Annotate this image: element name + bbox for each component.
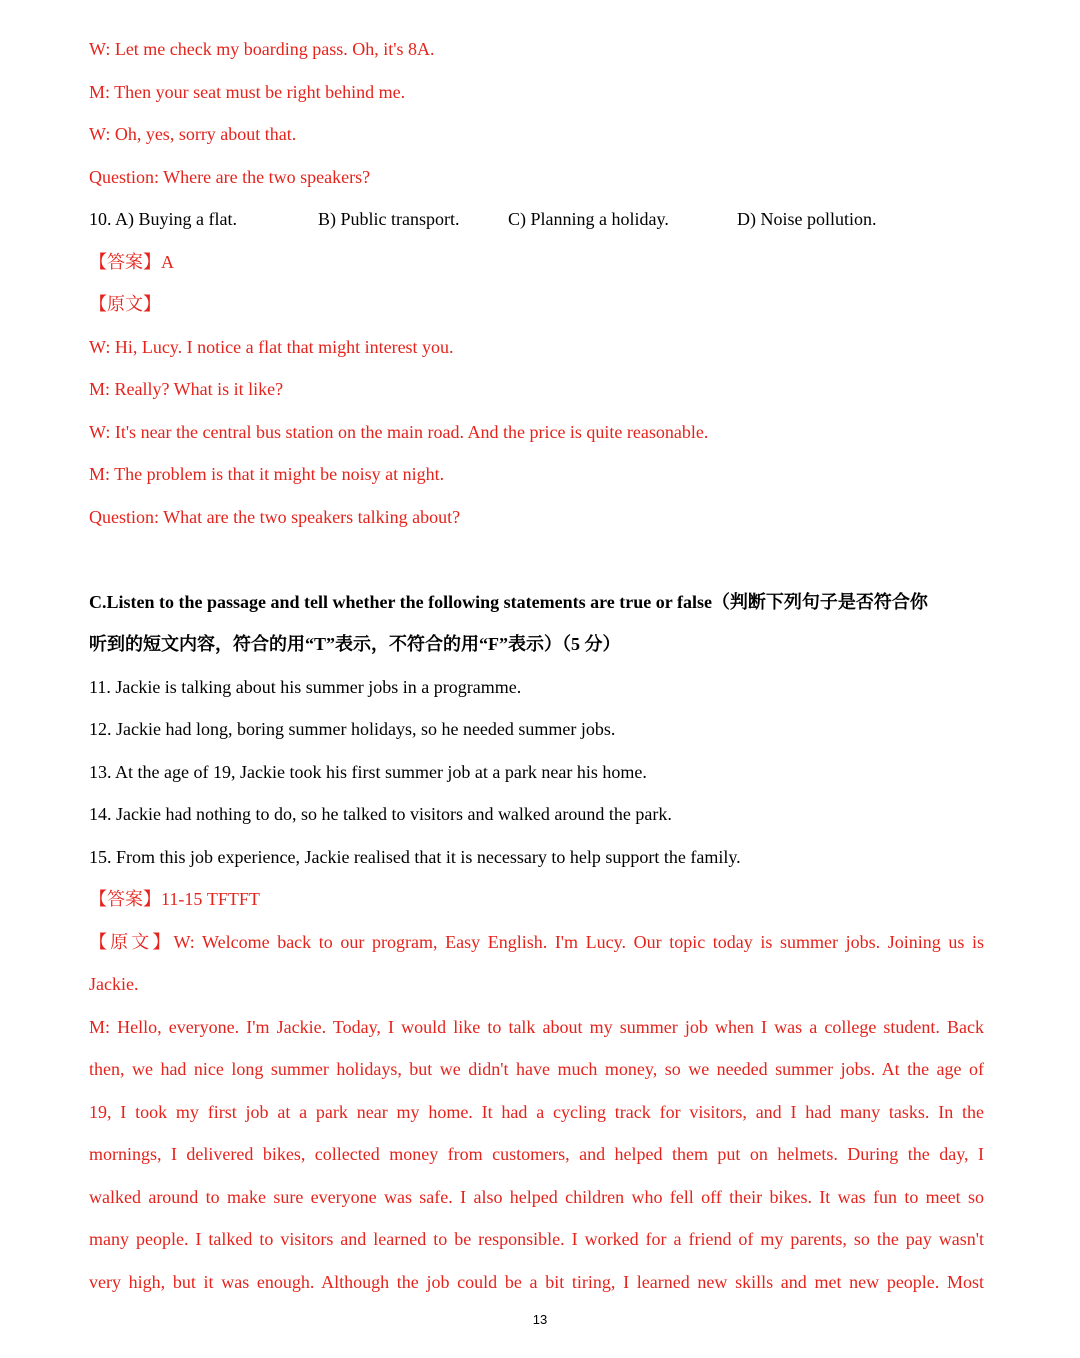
transcript-line: M: Hello, everyone. I'm Jackie. Today, I would like to talk about my summer job when I was a college student. Back <box>89 1016 984 1037</box>
dialogue-line: M: The problem is that it might be noisy at night. <box>89 464 445 484</box>
statement-11: 11. Jackie is talking about his summer jobs in a programme. <box>89 676 522 697</box>
question-line: Question: What are the two speakers talking about? <box>89 506 461 527</box>
transcript-line: then, we had nice long summer holidays, but we didn't have much money, so we needed summer jobs. At the age of <box>89 1059 984 1079</box>
transcript-line: 19, I took my first job at a park near my home. It had a cycling track for visitors, and I had many tasks. In the <box>89 1101 984 1122</box>
transcript-line: 【原文】W: Welcome back to our program, Easy English. I'm Lucy. Our topic today is summer jobs. Joining us is <box>89 931 984 952</box>
option-d: D) Noise pollution. <box>737 209 877 229</box>
answer-line: 【答案】11-15 TFTFT <box>89 889 260 909</box>
dialogue-line: W: It's near the central bus station on the main road. And the price is quite reasonable. <box>89 421 709 442</box>
question-line: Question: Where are the two speakers? <box>89 166 371 187</box>
option-b: B) Public transport. <box>318 209 460 229</box>
answer-line: 【答案】A <box>89 251 174 272</box>
transcript-line: mornings, I delivered bikes, collected money from customers, and helped them put on helmets. During the day, I <box>89 1144 984 1164</box>
dialogue-line: W: Oh, yes, sorry about that. <box>89 124 297 144</box>
statement-15: 15. From this job experience, Jackie realised that it is necessary to help support the family. <box>89 846 741 867</box>
statement-13: 13. At the age of 19, Jackie took his first summer job at a park near his home. <box>89 761 647 782</box>
transcript-line: walked around to make sure everyone was safe. I also helped children who fell off their bikes. It was fun to meet so <box>89 1186 984 1207</box>
dialogue-line: W: Let me check my boarding pass. Oh, it's 8A. <box>89 39 435 59</box>
transcript-label: 【原文】 <box>89 294 161 314</box>
statement-12: 12. Jackie had long, boring summer holidays, so he needed summer jobs. <box>89 719 616 739</box>
dialogue-line: W: Hi, Lucy. I notice a flat that might interest you. <box>89 336 454 357</box>
transcript-line: many people. I talked to visitors and learned to be responsible. I worked for a friend of my parents, so the pay wasn't <box>89 1229 984 1249</box>
option-c: C) Planning a holiday. <box>508 209 669 229</box>
section-c-heading-cont: 听到的短文内容，符合的用“T”表示，不符合的用“F”表示）（5 分） <box>89 634 621 654</box>
option-a: 10. A) Buying a flat. <box>89 209 237 229</box>
section-c-heading: C.Listen to the passage and tell whether the following statements are true or false（判断下列句子是否符合你 <box>89 591 928 612</box>
spacer <box>89 538 984 581</box>
dialogue-line: M: Really? What is it like? <box>89 379 284 399</box>
q10-options <box>89 198 984 241</box>
transcript-line: very high, but it was enough. Although the job could be a bit tiring, I learned new skills and met new people. Most <box>89 1271 984 1292</box>
document-page <box>89 28 984 1303</box>
statement-14: 14. Jackie had nothing to do, so he talked to visitors and walked around the park. <box>89 804 672 824</box>
transcript-line: Jackie. <box>89 974 139 994</box>
dialogue-line: M: Then your seat must be right behind me. <box>89 81 406 102</box>
page-number: 13 <box>532 1312 548 1327</box>
